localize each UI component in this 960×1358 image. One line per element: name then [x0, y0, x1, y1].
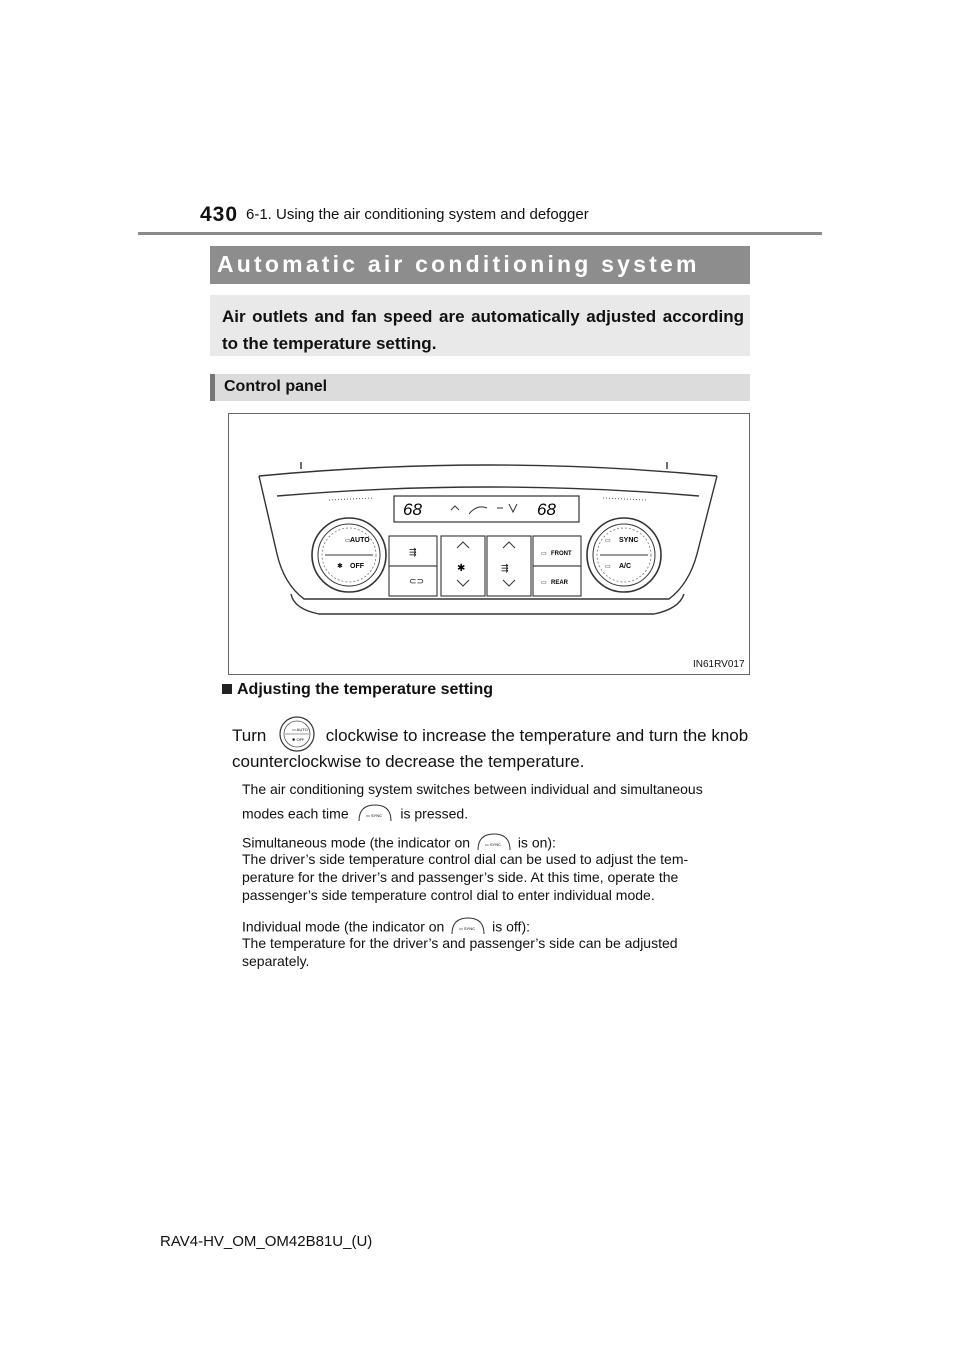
- bullet-square-icon: [222, 684, 232, 694]
- switch-text-2-pre: modes each time: [242, 805, 349, 822]
- instruction-line-1-post: clockwise to increase the temperature and turn the knob: [325, 725, 749, 745]
- individual-mode-line-2: separately.: [242, 953, 310, 969]
- switch-text-2: [242, 803, 468, 827]
- svg-text:⇶: ⇶: [409, 547, 417, 557]
- simultaneous-mode-line-2: perature for the driver’s and passenger’s side. At this time, operate the: [242, 869, 679, 885]
- section-reference: 6-1. Using the air conditioning system and defogger: [246, 206, 589, 223]
- svg-text:▭ AUTO: ▭ AUTO: [292, 727, 308, 732]
- individual-mode-line-1: The temperature for the driver’s and passenger’s side can be adjusted: [242, 935, 678, 951]
- individual-mode-heading-post: is off):: [492, 918, 530, 935]
- simultaneous-mode-heading-post: is on):: [517, 834, 556, 851]
- instruction-line-1-pre: Turn: [232, 725, 267, 745]
- display-left-temp: 68: [403, 500, 422, 519]
- control-panel-figure: [228, 413, 750, 675]
- svg-text:▭: ▭: [541, 551, 547, 557]
- subsection-heading: [222, 681, 493, 699]
- figure-code: IN61RV017: [693, 659, 745, 670]
- front-label: FRONT: [551, 551, 572, 557]
- page-number: 430: [200, 203, 239, 226]
- svg-text:▭: ▭: [345, 538, 351, 544]
- svg-text:▭: ▭: [605, 538, 611, 544]
- simultaneous-mode-line-1: The driver’s side temperature control dial can be used to adjust the tem-: [242, 851, 689, 867]
- rear-label: REAR: [551, 580, 569, 586]
- instruction-line-2: counterclockwise to decrease the temperature.: [232, 752, 585, 771]
- switch-text-2-post: is pressed.: [400, 805, 469, 822]
- svg-text:▭ SYNC: ▭ SYNC: [459, 926, 476, 931]
- svg-text:▭: ▭: [541, 580, 547, 586]
- svg-text:✱: ✱: [337, 563, 343, 570]
- subheading: Control panel: [224, 378, 328, 395]
- svg-text:▭ SYNC: ▭ SYNC: [484, 842, 501, 847]
- sync-button-icon: [357, 803, 393, 827]
- svg-text:✱: ✱: [457, 563, 466, 574]
- intro-text: Air outlets and fan speed are automatically adjusted according to the temperature setting.: [222, 307, 744, 353]
- sync-label: SYNC: [619, 537, 639, 544]
- page-title: Automatic air conditioning system: [217, 251, 700, 277]
- svg-text:⇶: ⇶: [501, 563, 509, 573]
- footer-code: RAV4-HV_OM_OM42B81U_(U): [160, 1233, 373, 1250]
- ac-label: A/C: [619, 563, 632, 570]
- svg-text:▭: ▭: [605, 564, 611, 570]
- svg-text:✱ OFF: ✱ OFF: [292, 737, 305, 742]
- control-panel-drawing: [229, 414, 749, 674]
- svg-text:⊂⊃: ⊂⊃: [409, 576, 425, 586]
- auto-label: AUTO: [350, 537, 370, 544]
- simultaneous-mode-heading-pre: Simultaneous mode (the indicator on: [242, 834, 471, 851]
- auto-off-knob-icon: [279, 716, 315, 757]
- svg-text:▭ SYNC: ▭ SYNC: [365, 813, 382, 818]
- display-right-temp: 68: [537, 500, 556, 519]
- simultaneous-mode-line-3: passenger’s side temperature control dial to enter individual mode.: [242, 887, 655, 903]
- switch-text-1: The air conditioning system switches between individual and simultaneous: [242, 781, 703, 797]
- individual-mode-heading-pre: Individual mode (the indicator on: [242, 918, 445, 935]
- subsection-heading-text: Adjusting the temperature setting: [237, 681, 494, 698]
- header-rule: [138, 232, 822, 235]
- instruction-line-1: [232, 716, 752, 757]
- off-label: OFF: [350, 563, 364, 570]
